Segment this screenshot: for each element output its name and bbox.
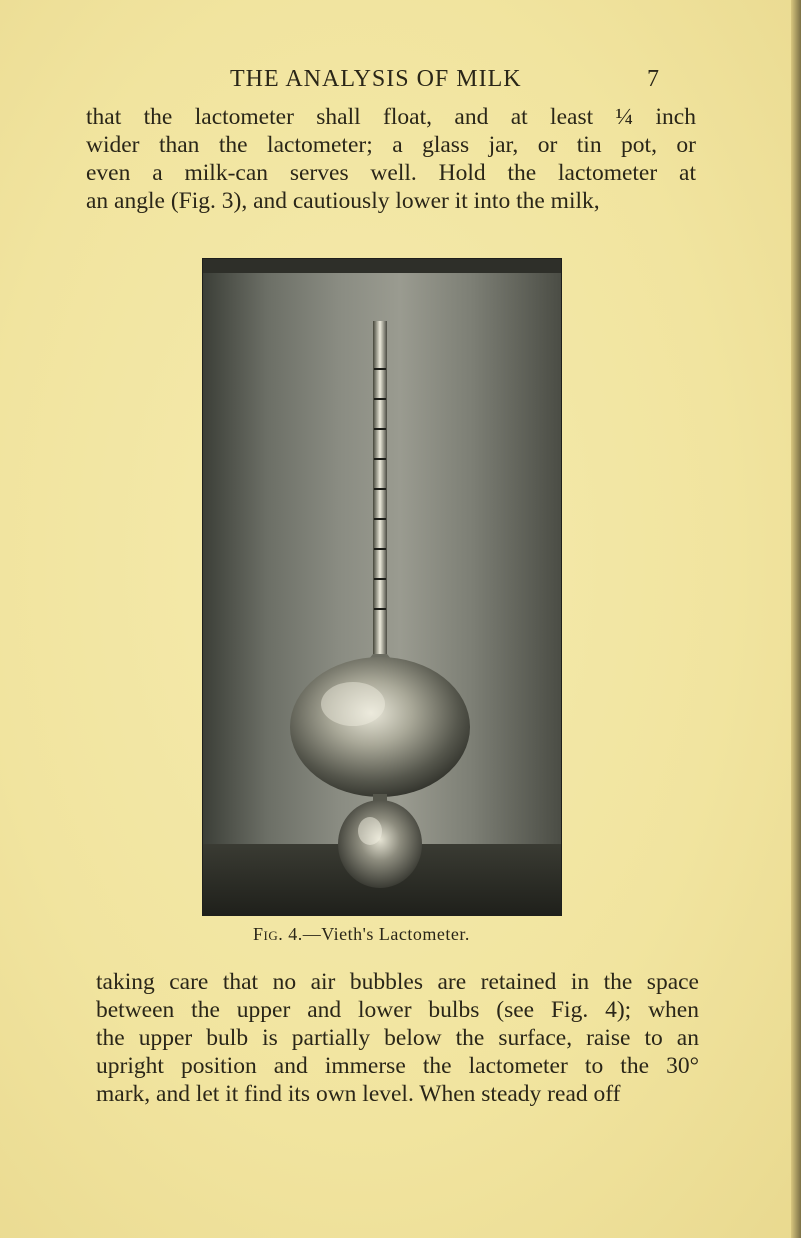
text-line: an angle (Fig. 3), and cautiously lower it into the milk, <box>86 188 600 214</box>
text-line: upright position and immerse the lactometer to the 30° <box>96 1053 699 1079</box>
running-title: THE ANALYSIS OF MILK <box>230 66 522 92</box>
text-line: wider than the lactometer; a glass jar, or tin pot, or <box>86 132 696 158</box>
lower-bulb <box>338 800 422 888</box>
bottom-paragraph <box>96 968 699 1108</box>
text-line: taking care that no air bubbles are retained in the space <box>96 969 699 995</box>
lactometer-photograph <box>202 258 562 916</box>
text-line: the upper bulb is partially below the surface, raise to an <box>96 1025 699 1051</box>
text-line: even a milk-can serves well. Hold the lactometer at <box>86 160 696 186</box>
text-line: that the lactometer shall float, and at least ¼ inch <box>86 104 696 130</box>
lactometer-illustration <box>203 259 561 915</box>
figure-caption <box>253 924 553 945</box>
text-line: between the upper and lower bulbs (see Fig. 4); when <box>96 997 699 1023</box>
text-line: mark, and let it find its own level. When steady read off <box>96 1081 621 1107</box>
page-edge-shadow <box>791 0 801 1238</box>
top-paragraph <box>86 103 696 215</box>
top-shadow <box>203 259 561 273</box>
upper-bulb <box>290 657 470 797</box>
page-number: 7 <box>647 66 660 92</box>
caption-label: Fig. 4. <box>253 924 303 944</box>
caption-text: —Vieth's Lactometer. <box>302 924 470 944</box>
